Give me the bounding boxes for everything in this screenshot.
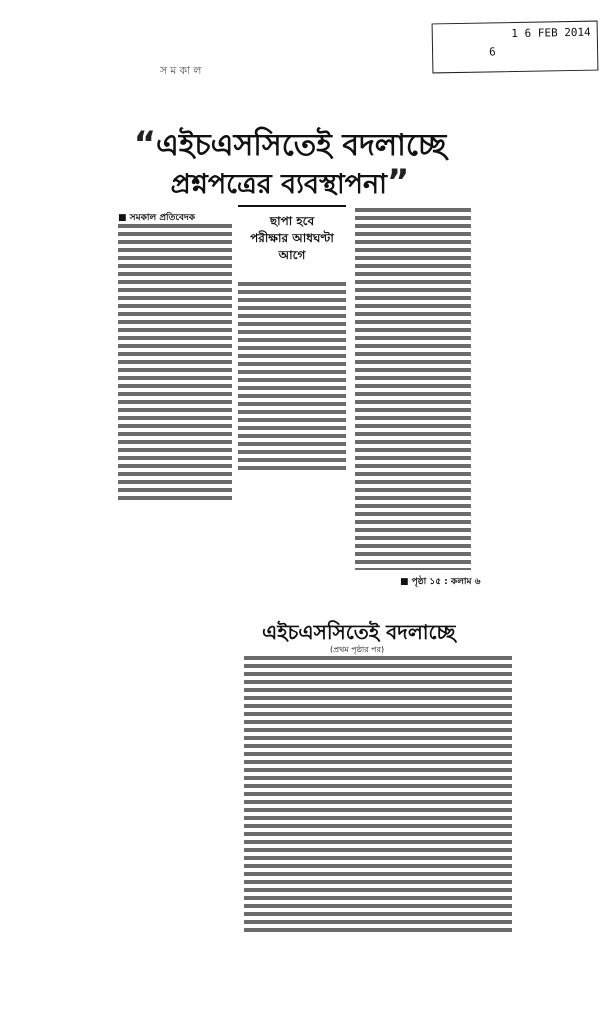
continuation-note: ■ পৃষ্ঠা ১৫ : কলাম ৬	[400, 577, 481, 587]
article-headline-line1: “এইচএসসিতেই বদলাচ্ছে	[133, 124, 447, 164]
stamp-date: 1 6 FEB 2014	[511, 25, 591, 41]
newspaper-source: সমকাল	[160, 64, 205, 77]
boxed-subheading	[238, 205, 346, 264]
date-stamp	[432, 21, 599, 74]
body-column-2	[238, 282, 346, 472]
subhead-line: আগে	[278, 248, 306, 262]
continuation-body	[244, 656, 512, 934]
stamp-line2: 6	[488, 45, 496, 59]
subhead-line: ছাপা হবে	[269, 214, 315, 228]
body-column-3	[355, 208, 471, 570]
continuation-subline: (প্রথম পৃষ্ঠার পর)	[330, 645, 385, 654]
subhead-line: পরীক্ষার আধঘণ্টা	[250, 231, 334, 245]
article-headline-line2: প্রশ্নপত্রের ব্যবস্থাপনা”	[170, 162, 410, 202]
byline: ■ সমকাল প্রতিবেদক	[118, 213, 196, 223]
continuation-headline: এইচএসসিতেই বদলাচ্ছে	[262, 620, 456, 644]
body-column-1	[118, 224, 232, 500]
